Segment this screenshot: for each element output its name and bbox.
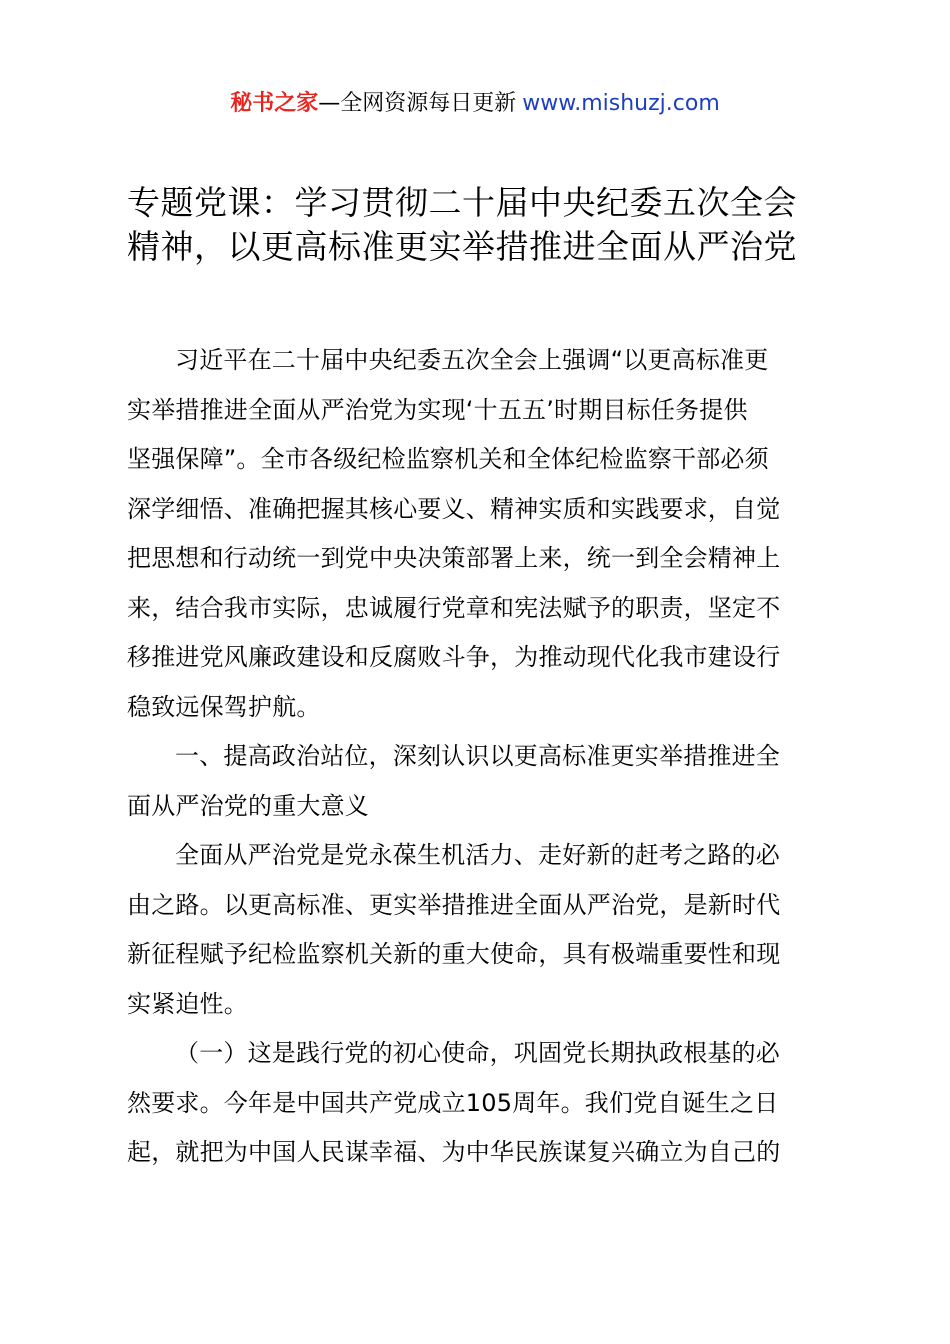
body-line: 稳致远保驾护航。 bbox=[127, 692, 321, 721]
body-line: 习近平在二十届中央纪委五次全会上强调“以更高标准更 bbox=[175, 346, 769, 374]
body-line: 由之路。以更高标准、更实举措推进全面从严治党，是新时代 bbox=[127, 890, 781, 919]
body-line: 移推进党风廉政建设和反腐败斗争，为推动现代化我市建设行 bbox=[127, 643, 781, 671]
section-heading-line: 面从严治党的重大意义 bbox=[127, 791, 369, 820]
title-line: 专题党课：学习贯彻二十届中央纪委五次全会 bbox=[127, 183, 797, 222]
document-title bbox=[127, 181, 832, 269]
body-line: 实举措推进全面从严治党为实现‘十五五’时期目标任务提供 bbox=[127, 395, 748, 424]
brand-name: 秘书之家 bbox=[230, 91, 319, 116]
body-line: 全面从严治党是党永葆生机活力、走好新的赶考之路的必 bbox=[175, 841, 780, 869]
body-line: （一）这是践行党的初心使命，巩固党长期执政根基的必 bbox=[175, 1039, 780, 1067]
body-line: 实紧迫性。 bbox=[127, 989, 248, 1018]
body-line: 深学细悟、准确把握其核心要义、精神实质和实践要求，自觉 bbox=[127, 494, 781, 523]
header-tagline: —全网资源每日更新 bbox=[318, 91, 517, 116]
title-line: 精神，以更高标准更实举措推进全面从严治党 bbox=[127, 227, 797, 266]
body-line: 坚强保障”。全市各级纪检监察机关和全体纪检监察干部必须 bbox=[127, 445, 769, 473]
body-line: 然要求。今年是中国共产党成立105周年。我们党自诞生之日 bbox=[127, 1088, 779, 1117]
body-line: 把思想和行动统一到党中央决策部署上来，统一到全会精神上 bbox=[127, 544, 781, 572]
body-line: 起，就把为中国人民谋幸福、为中华民族谋复兴确立为自己的 bbox=[127, 1138, 781, 1166]
section-heading-line: 一、提高政治站位，深刻认识以更高标准更实举措推进全 bbox=[175, 742, 780, 770]
body-line: 来，结合我市实际，忠诚履行党章和宪法赋予的职责，坚定不 bbox=[127, 593, 781, 622]
body-line: 新征程赋予纪检监察机关新的重大使命，具有极端重要性和现 bbox=[127, 940, 781, 968]
site-url-link[interactable]: www.mishuzj.com bbox=[522, 91, 720, 116]
document-body bbox=[127, 336, 832, 1178]
site-header bbox=[0, 88, 950, 120]
